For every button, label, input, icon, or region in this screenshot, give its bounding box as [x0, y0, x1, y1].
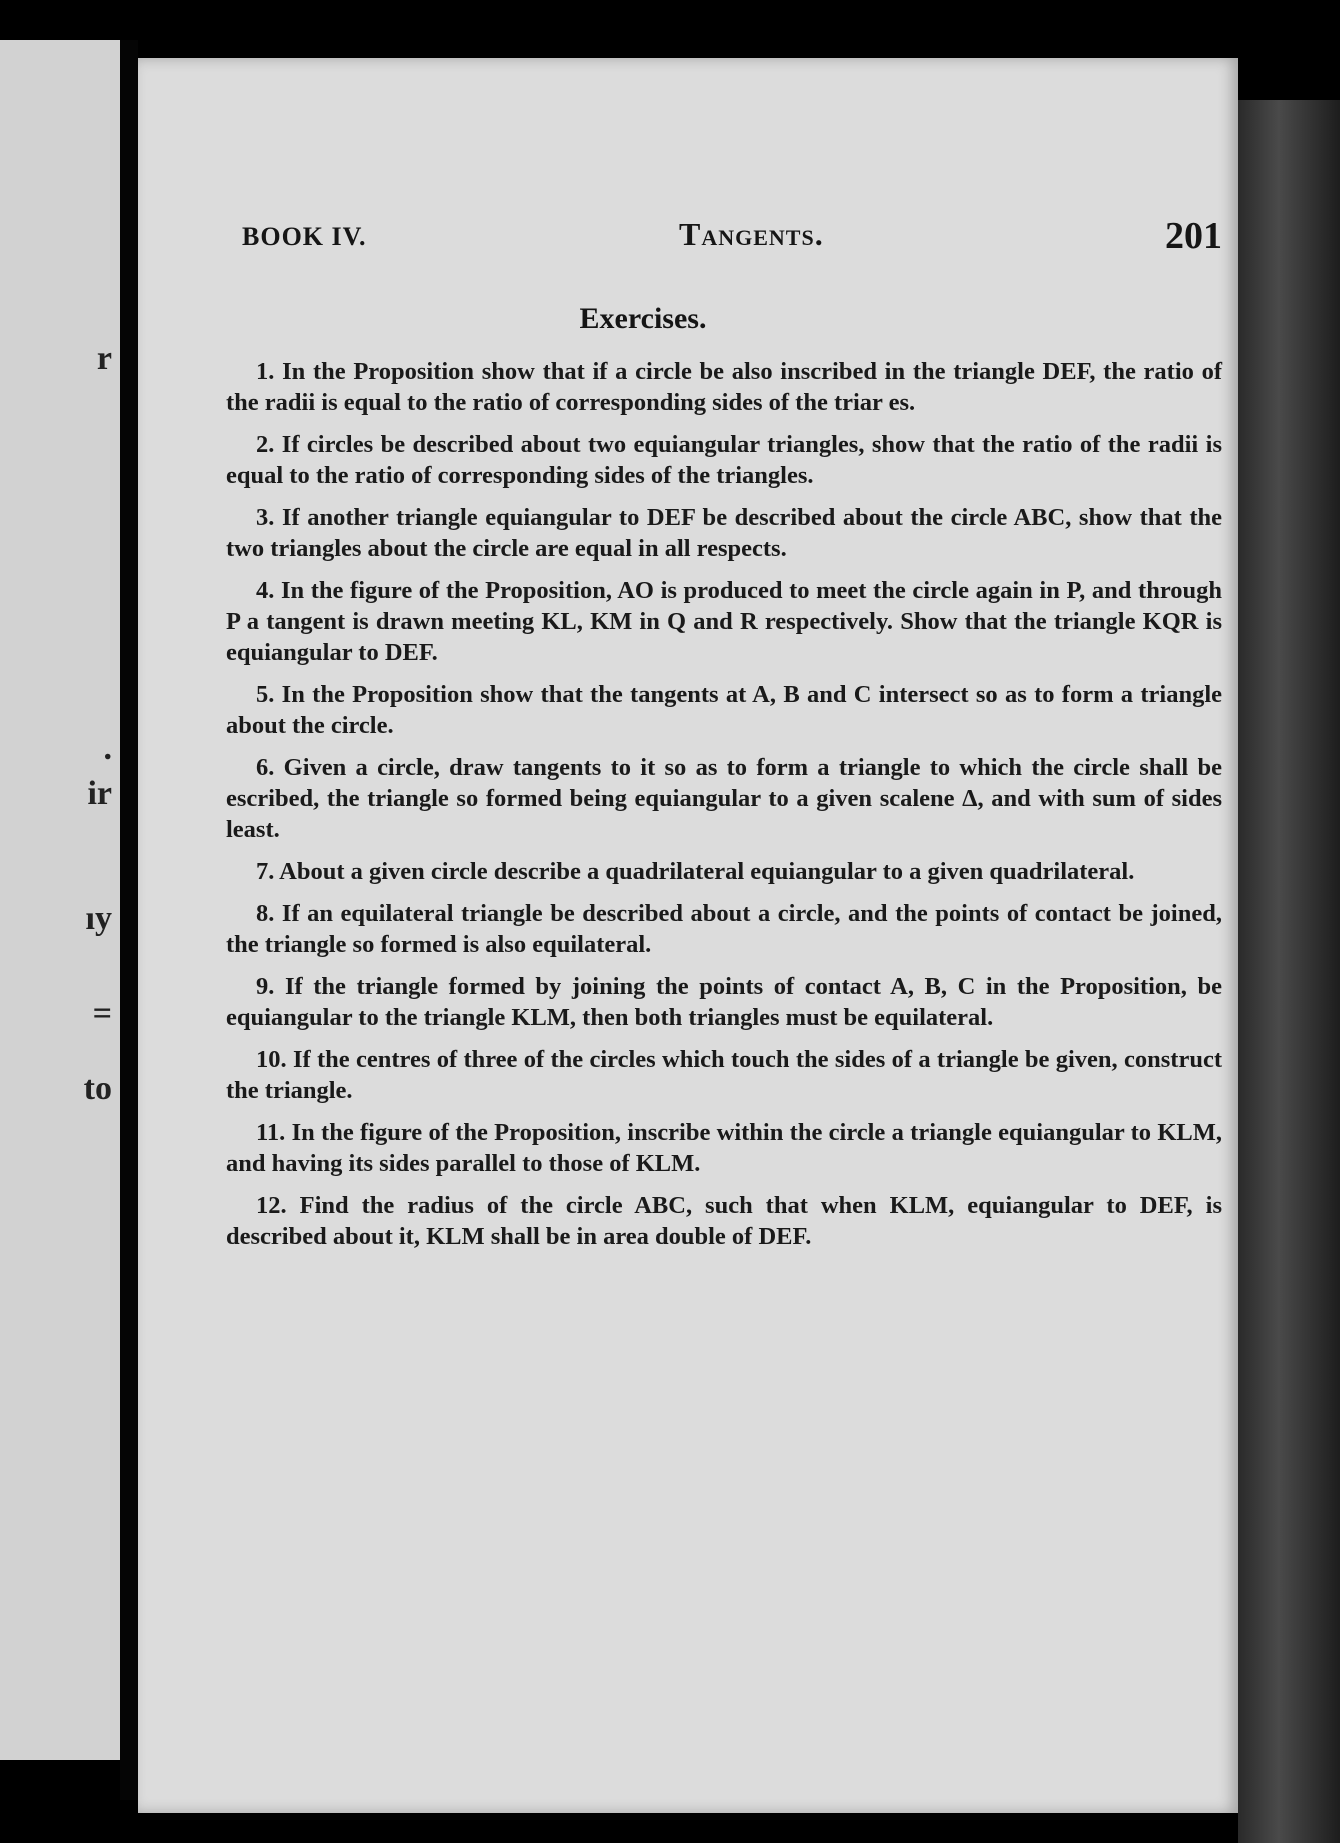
exercise-item: 2. If circles be described about two equiangular triangles, show that the ratio of the radii is equal to the ratio of corresponding sides of the triangles.	[226, 431, 1222, 489]
exercise-item: 12. Find the radius of the circle ABC, such that when KLM, equiangular to DEF, is described about it, KLM shall be in area double of DEF.	[226, 1192, 1222, 1250]
exercise-item: 4. In the figure of the Proposition, AO is produced to meet the circle again in P, and through P a tangent is drawn meeting KL, KM in Q and R respectively. Show that the triangle KQR is equiangular to DEF.	[226, 577, 1222, 666]
left-page-fragment: =	[92, 995, 112, 1032]
book-number: BOOK IV.	[242, 222, 367, 251]
section-title: Tangents.	[679, 216, 824, 252]
exercise-list	[226, 356, 1222, 1263]
book-gutter	[120, 40, 138, 1800]
left-page-fragment: .	[103, 730, 112, 767]
exercise-item: 11. In the figure of the Proposition, inscribe within the circle a triangle equiangular to KLM, and having its sides parallel to those of KLM.	[226, 1119, 1222, 1177]
page-edge-shadow	[1238, 100, 1340, 1843]
book-page	[138, 58, 1238, 1813]
exercise-item: 10. If the centres of three of the circles which touch the sides of a triangle be given, construct the triangle.	[226, 1046, 1222, 1104]
exercise-item: 5. In the Proposition show that the tangents at A, B and C intersect so as to form a triangle about the circle.	[226, 681, 1222, 739]
running-head	[242, 214, 1222, 264]
left-page-fragment: ıy	[85, 900, 112, 937]
exercise-item: 9. If the triangle formed by joining the points of contact A, B, C in the Proposition, be equiangular to the triangle KLM, then both triangles must be equilateral.	[226, 973, 1222, 1031]
left-facing-page	[0, 40, 120, 1760]
exercise-item: 7. About a given circle describe a quadrilateral equiangular to a given quadrilateral.	[256, 858, 1135, 885]
exercise-item: 6. Given a circle, draw tangents to it so as to form a triangle to which the circle shall be escribed, the triangle so formed being equiangular to a given scalene Δ, and with sum of sides least.	[226, 754, 1222, 843]
exercise-item: 3. If another triangle equiangular to DEF be described about the circle ABC, show that the two triangles about the circle are equal in all respects.	[226, 504, 1222, 562]
left-page-fragment: ir	[87, 775, 112, 812]
exercise-item: 8. If an equilateral triangle be described about a circle, and the points of contact be joined, the triangle so formed is also equilateral.	[226, 900, 1222, 958]
left-page-fragment: r	[96, 340, 112, 377]
exercise-item: 1. In the Proposition show that if a circle be also inscribed in the triangle DEF, the ratio of the radii is equal to the ratio of corresponding sides of the triar es.	[226, 358, 1222, 416]
left-page-fragment: to	[83, 1070, 112, 1107]
exercises-heading: Exercises.	[579, 302, 707, 335]
page-number: 201	[1165, 215, 1222, 257]
